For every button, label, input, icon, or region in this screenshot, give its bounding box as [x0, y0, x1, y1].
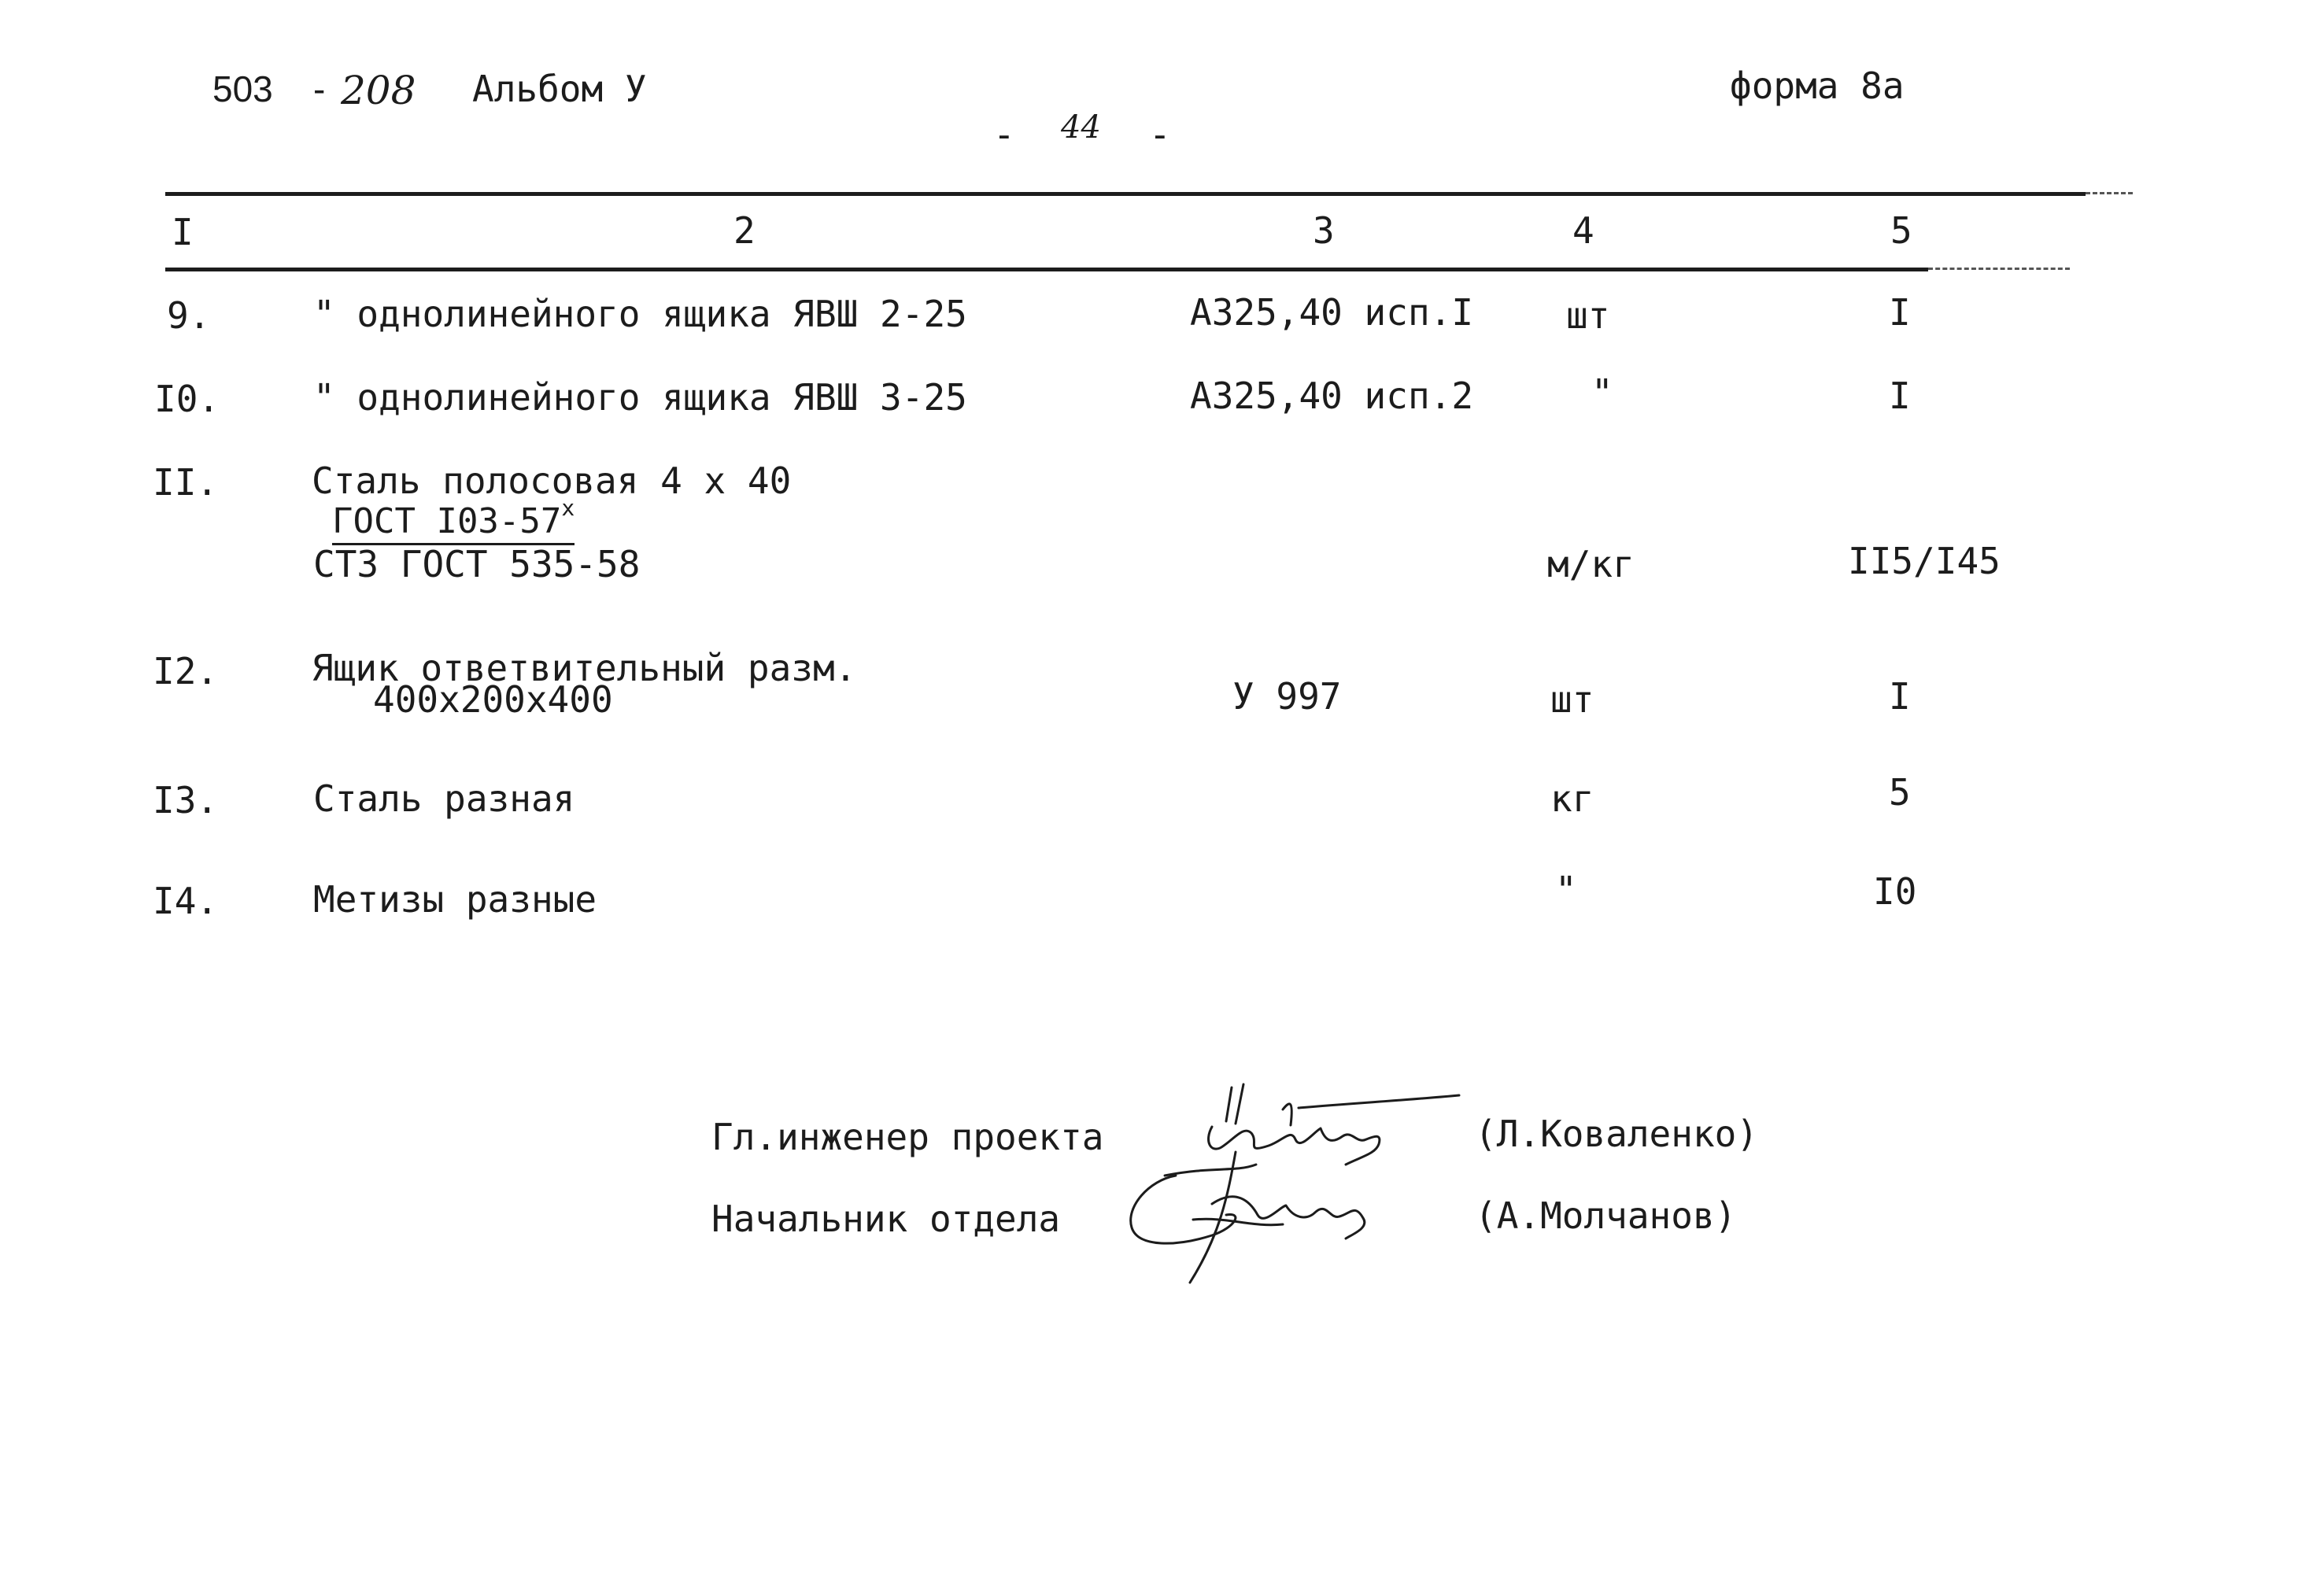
row-name: Сталь разная — [313, 777, 575, 820]
page-dash-left: - — [993, 113, 1015, 156]
row-name-size: 400x200x400 — [373, 678, 613, 721]
row-unit: " — [1555, 869, 1577, 911]
row-name: " однолинейного ящика ЯВШ 3-25 — [313, 376, 967, 419]
page-dash-right: - — [1149, 113, 1171, 156]
series-code: 503 — [212, 68, 273, 109]
table-top-rule — [165, 192, 2086, 196]
row-name-material: СТ3 ГОСТ 535-58 — [313, 543, 641, 585]
col-header-1: I — [172, 211, 194, 253]
handwritten-signature-2 — [1118, 1149, 1417, 1290]
row-number: I2. — [153, 650, 219, 692]
table-header-rule — [165, 268, 1928, 271]
signature-role: Начальник отдела — [711, 1198, 1061, 1240]
series-dash: - — [313, 68, 326, 109]
row-reference: А325,40 исп.2 — [1190, 375, 1474, 417]
row-number: 9. — [167, 294, 211, 337]
row-name: " однолинейного ящика ЯВШ 2-25 — [313, 293, 967, 335]
row-quantity: I — [1889, 675, 1911, 718]
row-quantity: I — [1889, 375, 1911, 417]
row-unit: " — [1591, 371, 1613, 414]
row-name-standard-code: ГОСТ I03-57 — [332, 501, 562, 541]
signature-role: Гл.инженер проекта — [711, 1116, 1104, 1158]
row-quantity: 5 — [1889, 771, 1911, 814]
row-name-standard — [332, 497, 575, 539]
row-number: II. — [153, 461, 219, 504]
row-unit: шт — [1550, 678, 1594, 721]
col-header-4: 4 — [1572, 209, 1594, 252]
row-name-standard-text — [332, 495, 575, 545]
row-unit: шт — [1566, 294, 1610, 337]
col-header-5: 5 — [1890, 209, 1912, 252]
col-header-3: 3 — [1313, 209, 1335, 252]
row-unit: м/кг — [1547, 543, 1635, 585]
form-label: форма 8а — [1730, 65, 1905, 107]
row-name: Сталь полосовая 4 x 40 — [312, 460, 792, 502]
row-name-standard-mark: x — [561, 495, 575, 521]
row-quantity: II5/I45 — [1848, 540, 2001, 582]
table-top-rule-tail — [2086, 192, 2133, 194]
row-unit: кг — [1550, 777, 1594, 820]
row-number: I4. — [153, 880, 219, 922]
row-reference: У 997 — [1232, 675, 1342, 718]
series-number: 208 — [341, 68, 416, 113]
row-name: Метизы разные — [313, 878, 597, 921]
table-header-rule-tail — [1928, 268, 2070, 270]
album-label: Альбом У — [472, 68, 647, 110]
signature-name: (Л.Коваленко) — [1475, 1113, 1759, 1155]
row-quantity: I — [1889, 291, 1911, 334]
signature-name: (А.Молчанов) — [1475, 1194, 1737, 1237]
row-name: Ящик ответвительный разм. — [312, 647, 857, 689]
row-number: I3. — [153, 779, 219, 821]
row-quantity: I0 — [1873, 870, 1917, 913]
col-header-2: 2 — [733, 209, 756, 252]
page-number: 44 — [1061, 109, 1101, 146]
row-reference: А325,40 исп.I — [1190, 291, 1474, 334]
row-number: I0. — [154, 378, 220, 420]
